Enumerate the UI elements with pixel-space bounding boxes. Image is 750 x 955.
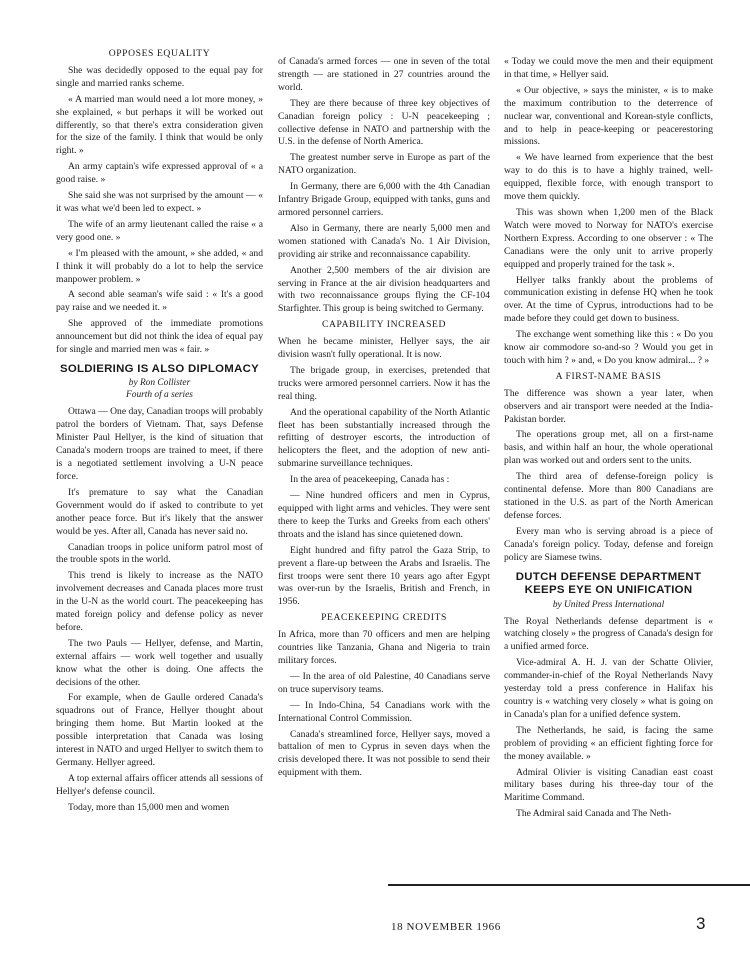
column-3 <box>504 56 713 824</box>
byline-series: Fourth of a series <box>126 390 193 401</box>
paragraph: For example, when de Gaulle ordered Canada's squadrons out of France, Hellyer thought about bringing them home. But Martin looked at the possible interpretation that Canada was losing interest in NATO and urged Hellyer to switch them to Germany. Hellyer agreed. <box>56 692 263 768</box>
paragraph-group <box>278 629 490 780</box>
byline-source: by United Press International <box>552 599 665 610</box>
paragraph: And the operational capability of the North Atlantic fleet has been substantially increased through the refitting of destroyer escorts, the introduction of helicopters the fleet, and the adoption of new anti-submarine surveillance techniques. <box>278 406 490 470</box>
paragraph: Eight hundred and fifty patrol the Gaza Strip, to prevent a flare-up between the Arabs and Israelis. The first troops were sent there 10 years ago after Egypt was over-run by the Israelis, British and French, in 1956. <box>278 544 490 608</box>
paragraph: She said she was not surprised by the amount — « it was what we'd been led to expect. » <box>56 190 263 214</box>
paragraph: The brigade group, in exercises, pretended that trucks were armored personnel carriers. Now it has the real thing. <box>278 364 490 402</box>
paragraph: An army captain's wife expressed approval of « a good raise. » <box>56 161 263 186</box>
paragraph: « Our objective, » says the minister, « is to make the maximum contribution to the deterrence of nuclear war, conventional and Korean-style conflicts, and to help in peace-keeping or peacerestoring missions. <box>504 84 713 148</box>
paragraph: In the area of peacekeeping, Canada has : <box>290 474 450 486</box>
paragraph-group <box>56 65 263 357</box>
paragraph: « A married man would need a lot more money, » she explained, « but perhaps it will be worked out differently, so that there's extra consideration given for the size of the family. I think that would be only right. » <box>56 93 263 157</box>
paragraph: « I'm pleased with the amount, » she added, « and I think it will probably do a lot to help the service manpower problem. » <box>56 247 263 285</box>
section-heading: OPPOSES EQUALITY <box>108 48 211 59</box>
paragraph-group <box>504 388 713 565</box>
paragraph: « We have learned from experience that the best way to do this is to have a highly trained, well-equipped, flexible force, with enough transport to move them quickly. <box>504 152 713 203</box>
paragraph: Canadian troops in police uniform patrol most of the trouble spots in the world. <box>56 541 263 566</box>
paragraph: She approved of the immediate promotions announcement but did not think the idea of equal pay for single and married men was « fair. » <box>56 318 263 356</box>
paragraph: — In the area of old Palestine, 40 Canadians serve on truce supervisory teams. <box>278 670 490 695</box>
paragraph: When he became minister, Hellyer says, the air division wasn't fully operational. It is now. <box>278 336 490 361</box>
paragraph: This was shown when 1,200 men of the Black Watch were moved to Norway for NATO's exercise Northern Express. According to one observer : « The Canadians were the only unit to arrive properly equipped and properly trained for the task ». <box>504 206 713 270</box>
paragraph: Ottawa — One day, Canadian troops will probably patrol the borders of Vietnam. That, says Defense Minister Paul Hellyer, is the kind of situation that Canada's modern troops are trained to meet, if there is a negotiated settlement involving a U-N peace force. <box>56 406 263 482</box>
paragraph: The wife of an army lieutenant called the raise « a very good one. » <box>56 218 263 243</box>
paragraph: The operations group met, all on a first-name basis, and within half an hour, the whole operational plan was worked out and orders sent to the units. <box>504 429 713 467</box>
paragraph: In Germany, there are 6,000 with the 4th Canadian Infantry Brigade Group, equipped with tanks, guns and armored personnel carriers. <box>278 181 490 218</box>
column-2 <box>278 56 490 783</box>
paragraph: — In Indo-China, 54 Canadians work with the International Control Commission. <box>278 699 490 724</box>
paragraph: A second able seaman's wife said : « It's a good pay raise and we needed it. » <box>56 289 263 314</box>
paragraph: Every man who is serving abroad is a piece of Canada's foreign policy. Today, defense and foreign policy are Siamese twins. <box>504 525 713 563</box>
paragraph: She was decidedly opposed to the equal pay for single and married ranks scheme. <box>56 64 263 89</box>
paragraph-group <box>504 56 713 368</box>
paragraph: In Africa, more than 70 officers and men are helping countries like Tanzania, Ghana and Nigeria to train military forces. <box>278 629 490 666</box>
paragraph: A top external affairs officer attends all sessions of Hellyer's defense council. <box>56 772 263 797</box>
paragraph: of Canada's armed forces — one in seven of the total strength — are stationed in 27 countries around the world. <box>278 56 490 93</box>
footer-rule <box>388 884 750 886</box>
paragraph: The Royal Netherlands defense department is « watching closely » the progress of Canada's design for a unified armed force. <box>504 615 714 653</box>
paragraph: The greatest number serve in Europe as part of the NATO organization. <box>278 152 490 177</box>
paragraph-group <box>56 406 263 814</box>
column-1 <box>56 47 263 818</box>
paragraph-group <box>278 56 490 316</box>
paragraph: The two Pauls — Hellyer, defense, and Martin, external affairs — work well together and usually know what the other is doing. One affects the decisions of the other. <box>56 637 263 688</box>
section-heading: CAPABILITY INCREASED <box>321 319 447 331</box>
paragraph: They are there because of three key objectives of Canadian foreign policy : U-N peacekeeping ; collective defense in NATO and partnership with the U.S. in the defense of North America. <box>278 97 490 148</box>
section-heading: A FIRST-NAME BASIS <box>555 370 662 382</box>
article-title: SOLDIERING IS ALSO DIPLOMACY <box>59 362 260 375</box>
paragraph: The Admiral said Canada and The Neth- <box>516 808 672 820</box>
section-heading: PEACEKEEPING CREDITS <box>321 612 447 624</box>
paragraph-group <box>278 336 490 609</box>
paragraph: It's premature to say what the Canadian Government would do if asked to contribute to yet another peace force. But it's likely that the answer would be yes. After all, Canada has never said no. <box>56 486 263 537</box>
paragraph: Canada's streamlined force, Hellyer says, moved a battalion of men to Cyprus in seven days when the crisis developed there. It was not possible to send their equipment with them. <box>278 728 490 779</box>
paragraph: Today, more than 15,000 men and women <box>68 801 230 813</box>
paragraph: — Nine hundred officers and men in Cyprus, equipped with light arms and vehicles. They were sent there to keep the Turks and Greeks from each others' throats and the island has since quietened down. <box>278 490 490 540</box>
paragraph-group <box>504 616 713 822</box>
paragraph: Another 2,500 members of the air division are serving in France at the air division headquarters and with two reconnaissance groups flying the CF-104 Starfighter. This group is being switched to Germany. <box>278 264 490 315</box>
paragraph: The difference was shown a year later, when observers and air transport were needed at the India-Pakistan border. <box>504 387 713 425</box>
paragraph: Hellyer talks frankly about the problems of communication existing in defense HQ when he took over. At the time of Cyprus, introductions had to be made before they could get down to business. <box>504 274 713 325</box>
paragraph: « Today we could move the men and their equipment in that time, » Hellyer said. <box>504 56 713 80</box>
page-number: 3 <box>696 914 706 933</box>
issue-date: 18 NOVEMBER 1966 <box>391 921 501 933</box>
article-title: DUTCH DEFENSE DEPARTMENT KEEPS EYE ON UNIFICATION <box>515 570 702 597</box>
paragraph: The Netherlands, he said, is facing the same problem of providing « an efficient fighting force for the money available. » <box>504 724 713 762</box>
paragraph: Vice-admiral A. H. J. van der Schatte Olivier, commander-in-chief of the Royal Netherlands Navy yesterday told a press conference in Halifax his country is « watching very closely » what is going on in Canada's plan for a unified defence system. <box>504 657 713 720</box>
paragraph: The exchange went something like this : « Do you know air commodore so-and-so ? Would you get in touch with him ? » and, « Do you know admiral... ? » <box>504 329 713 366</box>
byline-author: by Ron Collister <box>128 378 191 389</box>
paragraph: Admiral Olivier is visiting Canadian east coast military bases during his three-day tour of the Maritime Command. <box>504 766 713 804</box>
paragraph: Also in Germany, there are nearly 5,000 men and women stationed with Canada's No. 1 Air Division, providing air strike and reconnaissance capability. <box>278 222 490 260</box>
paragraph: The third area of defense-foreign policy is continental defense. More than 800 Canadians are stationed in the U.S. as part of the North American defense forces. <box>504 471 713 521</box>
paragraph: This trend is likely to increase as the NATO involvement decreases and Canada places more trust in the U-N as the world court. The peacekeeping has mated foreign policy and defense policy as never before. <box>56 570 263 633</box>
